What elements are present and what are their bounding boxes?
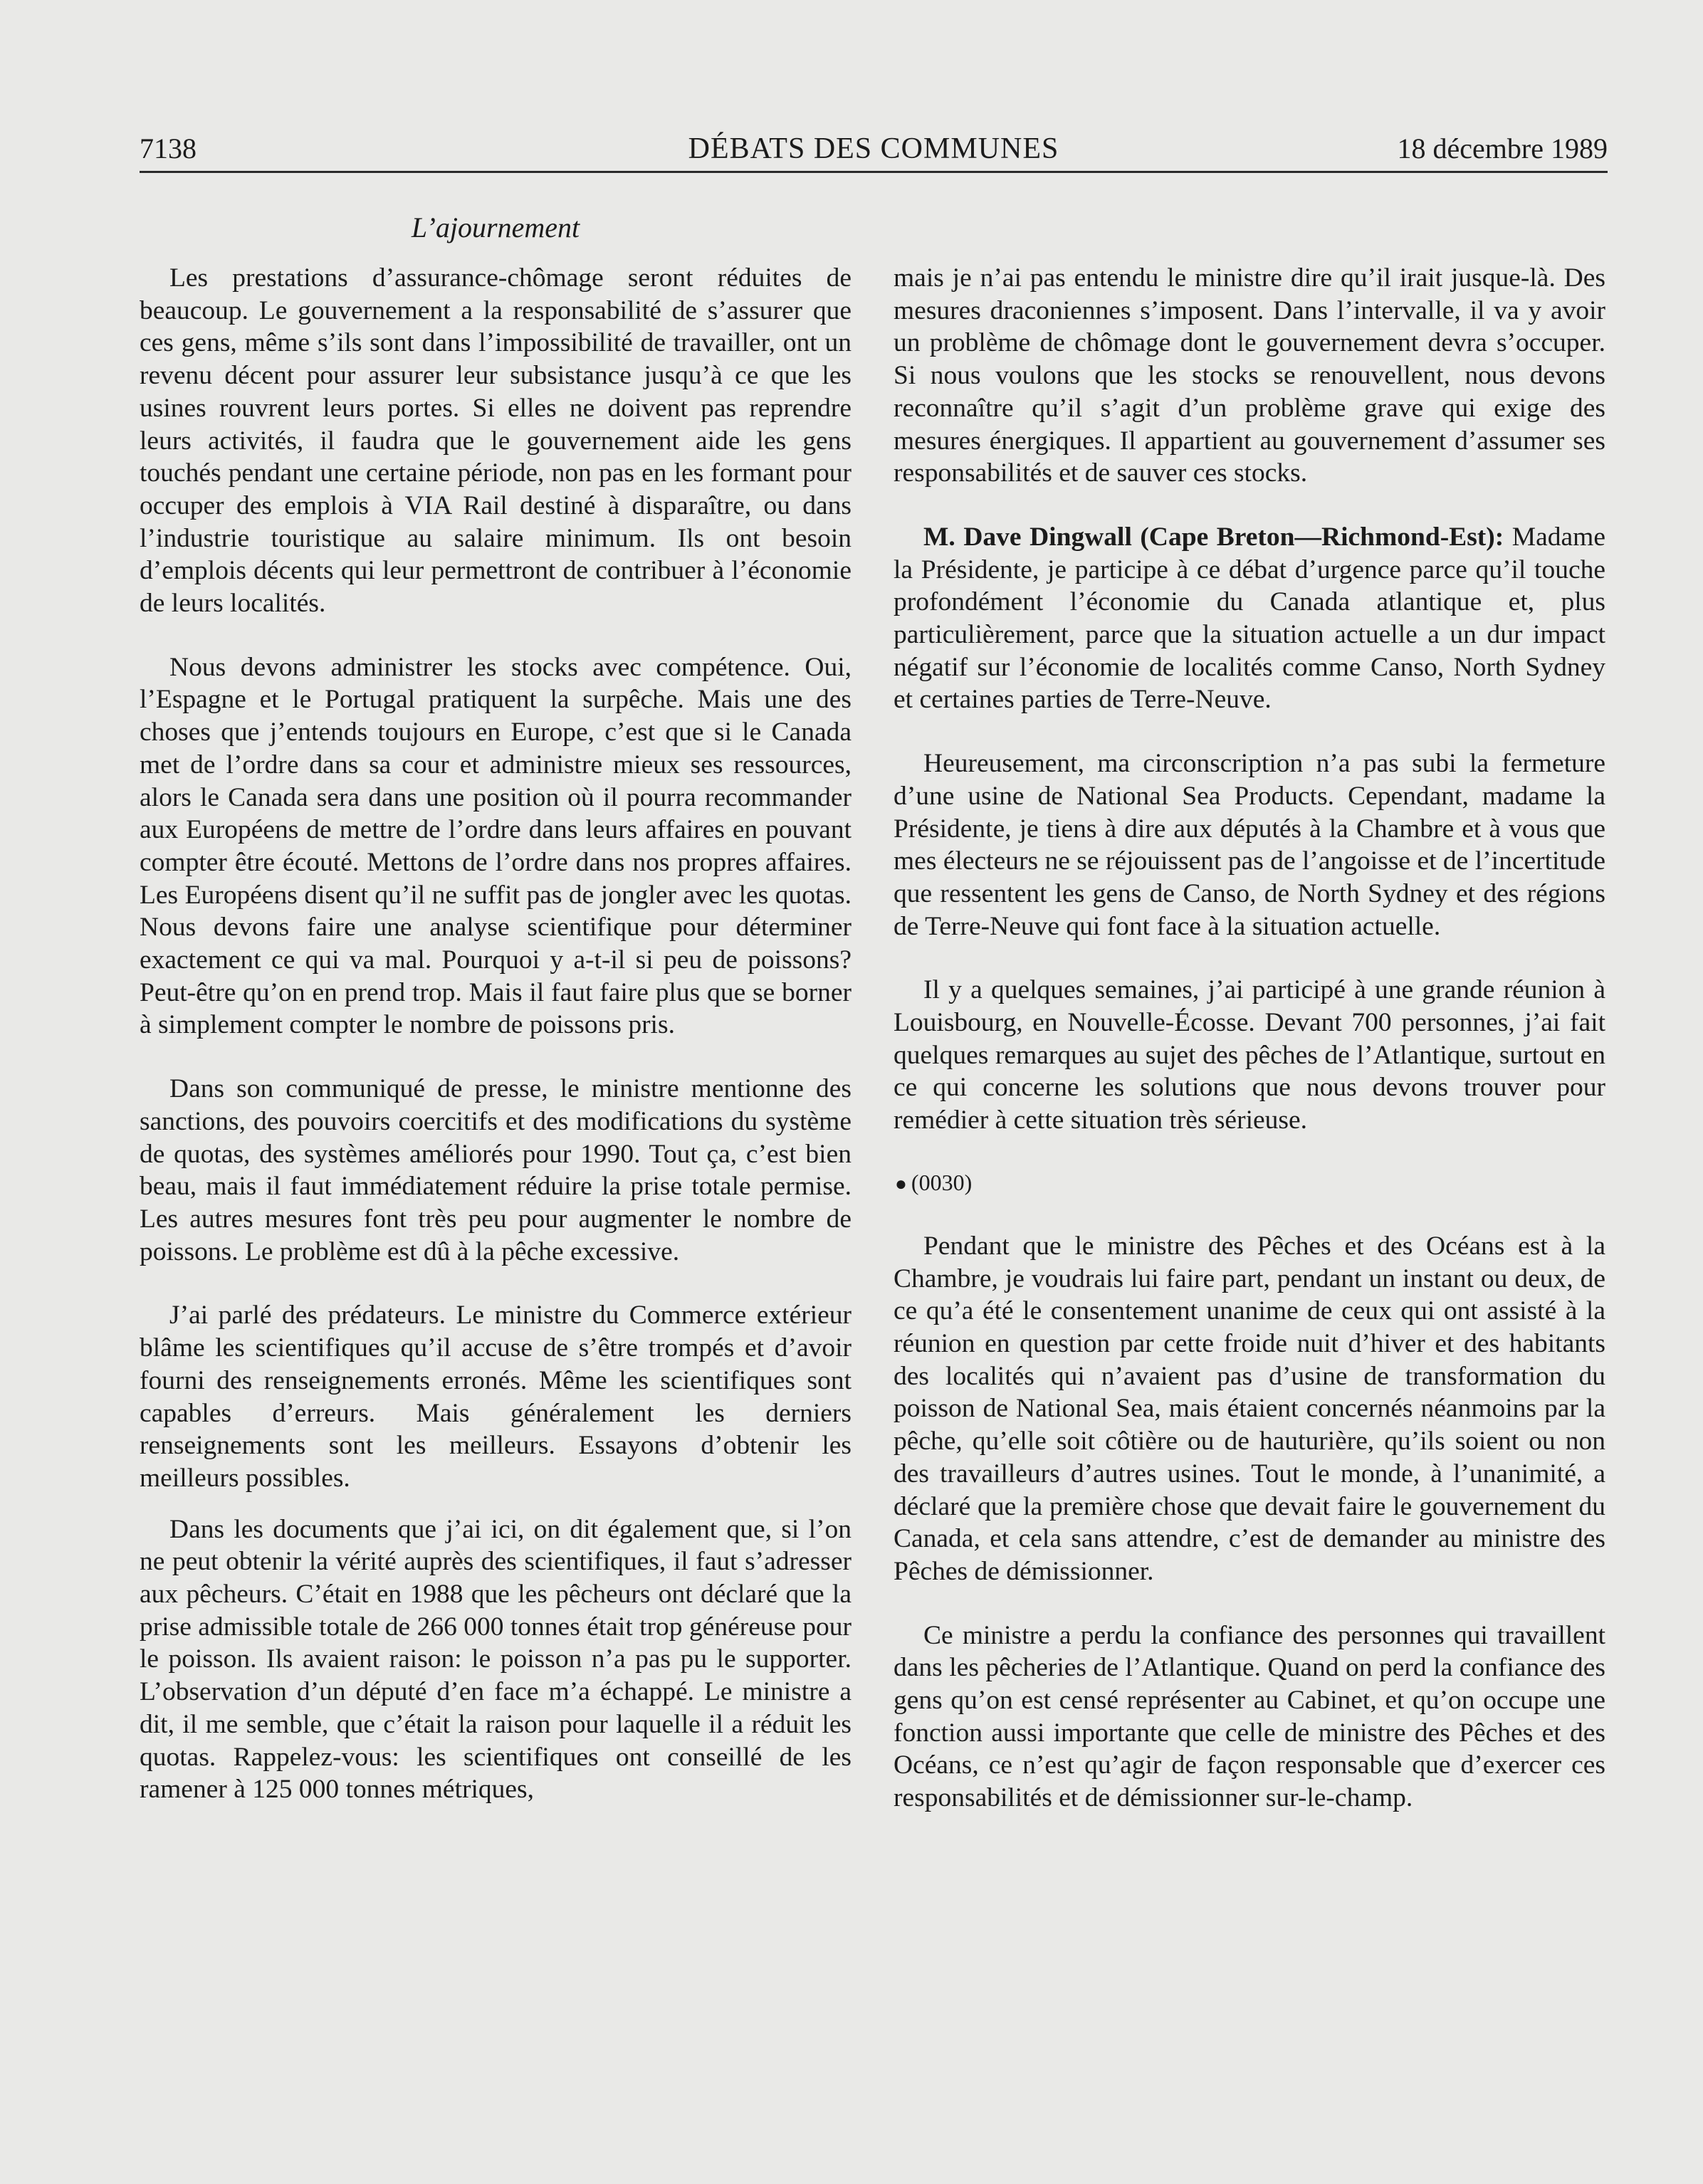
bullet-icon: ●: [895, 1172, 907, 1195]
paragraph: Dans son communiqué de presse, le ministre mentionne des sanctions, des pouvoirs coercitifs et des modifications du système de quotas, des systèmes améliorés pour 1990. Tout ça, c’est bien beau, mais il faut immédiatement réduire la prise totale permise. Les autres mesures font très peu pour augmenter le nombre de poissons. Le problème est dû à la pêche excessive.: [140, 1074, 852, 1266]
paragraph: Il y a quelques semaines, j’ai participé à une grande réunion à Louisbourg, en Nouvelle-Écosse. Devant 700 personnes, j’ai fait quelques remarques au sujet des pêches de l’Atlantique, surtout en ce qui concerne les solutions que nous devons trouver pour remédier à cette situation très sérieuse.: [894, 975, 1605, 1135]
left-column: [140, 262, 852, 1806]
paragraph: J’ai parlé des prédateurs. Le ministre du Commerce extérieur blâme les scientifiques qu’il accuse de s’être trompés et d’avoir fourni des renseignements erronés. Même les scientifiques sont capables d’erreurs. Mais généralement les derniers renseignements sont les meilleurs. Essayons d’obtenir les meilleurs possibles.: [140, 1301, 852, 1493]
paragraph: Ce ministre a perdu la confiance des personnes qui travaillent dans les pêcheries de l’Atlantique. Quand on perd la confiance des gens qu’on est censé représenter au Cabinet, et qu’on occupe une fonction aussi importante que celle de ministre des Pêches et des Océans, ce n’est qu’agir de façon responsable que d’exercer ces responsabilités et de démissionner sur-le-champ.: [894, 1620, 1605, 1813]
paragraph-continuation: mais je n’ai pas entendu le ministre dire qu’il irait jusque-là. Des mesures draconiennes s’imposent. Dans l’intervalle, il va y avoir un problème de chômage dont le gouvernement devra s’occuper. Si nous voulons que les stocks se renouvellent, nous devons reconnaître qu’il s’agit d’un problème grave qui exige des mesures énergiques. Il appartient au gouvernement d’assumer ses responsabilités et de sauver ces stocks.: [894, 263, 1605, 488]
paragraph: Nous devons administrer les stocks avec compétence. Oui, l’Espagne et le Portugal pratiquent la surpêche. Mais une des choses que j’entends toujours en Europe, c’est que si le Canada met de l’ordre dans sa cour et administre mieux ses ressources, alors le Canada sera dans une position où il pourra recommander aux Européens de mettre de l’ordre dans leurs affaires en pouvant compter être écouté. Mettons de l’ordre dans nos propres affaires. Les Européens disent qu’il ne suffit pas de jongler avec les quotas. Nous devons faire une analyse scientifique pour déterminer exactement ce qui va mal. Pourquoi y a-t-il si peu de poissons? Peut-être qu’on en prend trop. Mais il faut faire plus que se borner à simplement compter le nombre de poissons pris.: [140, 652, 852, 1040]
sitting-date: 18 décembre 1989: [1397, 132, 1608, 164]
section-title: L’ajournement: [411, 211, 580, 243]
paragraph: Les prestations d’assurance-chômage seront réduites de beaucoup. Le gouvernement a la responsabilité de s’assurer que ces gens, même s’ils sont dans l’impossibilité de travailler, ont un revenu décent pour assurer leur subsistance jusqu’à ce que les usines rouvrent leurs portes. Si elles ne doivent pas reprendre leurs activités, il faudra que le gouvernement aide les gens touchés pendant une certaine période, non pas en les formant pour occuper des emplois à VIA Rail destiné à disparaître, ou dans l’industrie touristique au salaire minimum. Ils ont besoin d’emplois décents qui leur permettront de contribuer à l’économie de leurs localités.: [140, 263, 852, 619]
timestamp-text: (0030): [911, 1169, 973, 1195]
paragraph: Dans les documents que j’ai ici, on dit également que, si l’on ne peut obtenir la vérité auprès des scientifiques, il faut s’adresser aux pêcheurs. C’était en 1988 que les pêcheurs ont déclaré que la prise admissible totale de 266 000 tonnes était trop généreuse pour le poisson. Ils avaient raison: le poisson n’a pas pu le supporter. L’observation d’un député d’en face m’a échappé. Le ministre a dit, il me semble, que c’était la raison pour laquelle il a réduit les quotas. Rappelez-vous: les scientifiques ont conseillé de les ramener à 125 000 tonnes métriques,: [140, 1514, 852, 1805]
paragraph: Heureusement, ma circonscription n’a pas subi la fermeture d’une usine de National Sea Products. Cependant, madame la Présidente, je tiens à dire aux députés à la Chambre et à vous que mes électeurs ne se réjouissent pas de l’angoisse et de l’incertitude que ressentent les gens de Canso, de North Sydney et des régions de Terre-Neuve qui font face à la situation actuelle.: [894, 749, 1605, 941]
page-header: [140, 131, 1608, 173]
speaker-name: M. Dave Dingwall (Cape Breton—Richmond-Est):: [923, 522, 1504, 552]
timestamp: [894, 1168, 1605, 1199]
paragraph: Pendant que le ministre des Pêches et des Océans est à la Chambre, je voudrais lui faire part, pendant un instant ou deux, de ce qu’a été le consentement unanime de ceux qui ont assisté à la réunion en question par cette froide nuit d’hiver et des habitants des localités qui n’avaient pas d’usine de transformation du poisson de National Sea, mais étaient concernés néanmoins par la pêche, qu’elle soit côtière ou de hauturière, qu’ils soient ou non des travailleurs d’autres usines. Tout le monde, à l’unanimité, a déclaré que la première chose que devait faire le gouvernement du Canada, et cela sans attendre, c’est de demander au ministre des Pêches de démissionner.: [894, 1231, 1605, 1586]
speaker-paragraph: [894, 521, 1605, 716]
speaker-text: Madame la Présidente, je participe à ce débat d’urgence parce qu’il touche profondément l’économie du Canada atlantique et, plus particulièrement, parce que la situation actuelle a un dur impact négatif sur l’économie de localités comme Canso, North Sydney et certaines parties de Terre-Neuve.: [894, 522, 1605, 715]
right-column: [894, 262, 1605, 1815]
publication-title: DÉBATS DES COMMUNES: [688, 132, 1059, 165]
page-number: 7138: [140, 132, 197, 164]
